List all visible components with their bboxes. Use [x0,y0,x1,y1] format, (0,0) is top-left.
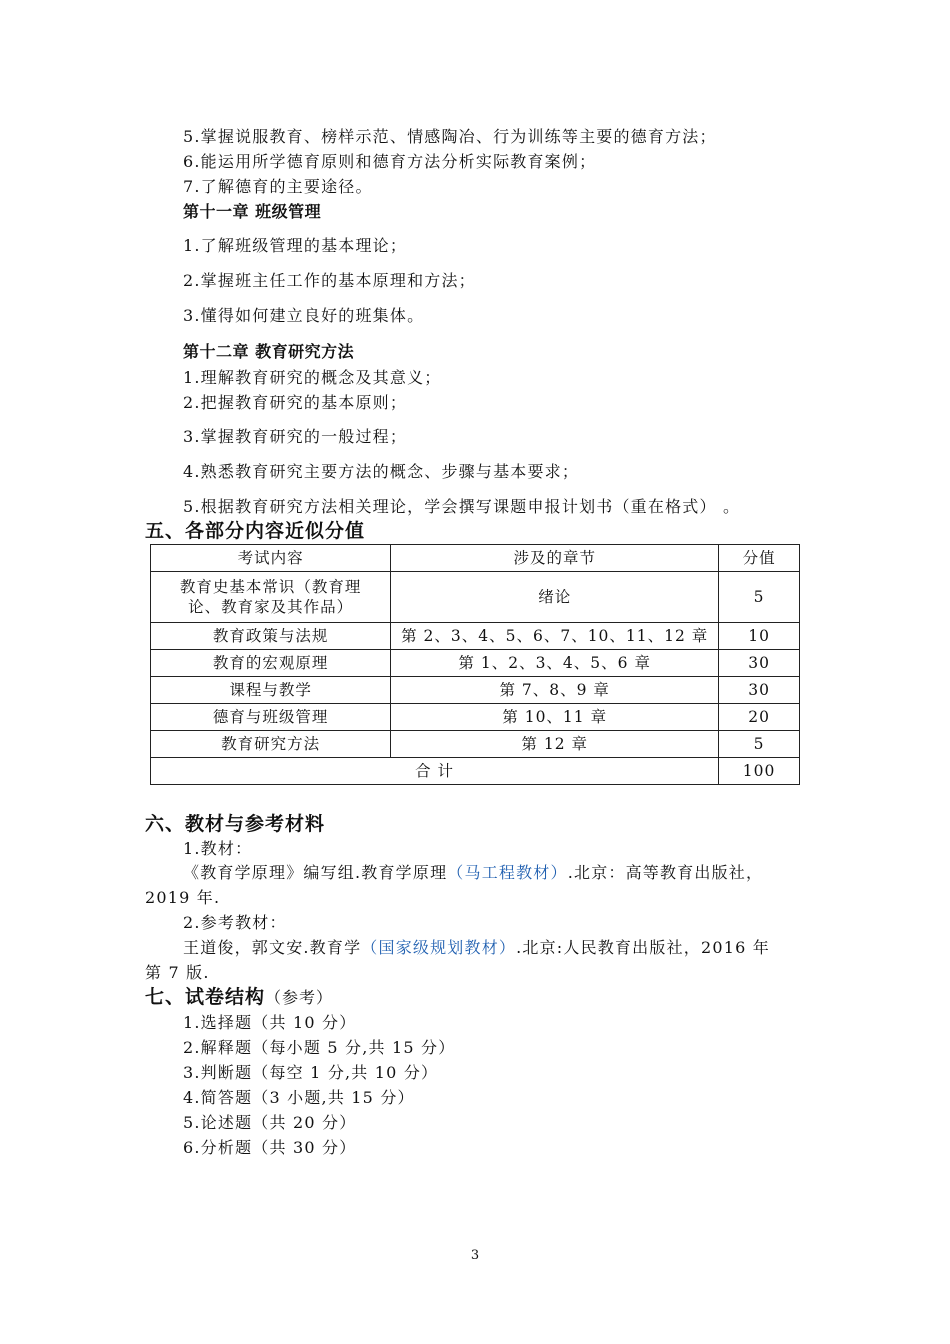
reference-tag: （国家级规划教材） [361,938,517,957]
list-item: 5.根据教育研究方法相关理论，学会撰写课题申报计划书（重在格式） 。 [183,497,741,516]
textbook-entry-publisher: .北京：高等教育出版社， [567,863,764,882]
table-cell-total-label: 合 计 [151,758,719,785]
list-item: 3.掌握教育研究的一般过程； [183,427,408,446]
textbook-entry [183,862,763,884]
reference-entry-text: 王道俊，郭文安.教育学 [183,938,362,957]
list-item: 3.懂得如何建立良好的班集体。 [183,306,425,325]
table-cell-chapters: 绪论 [391,572,719,623]
list-item: 6.分析题（共 30 分） [183,1138,357,1157]
table-total-row [151,758,800,785]
score-table [150,544,800,785]
list-item: 2.把握教育研究的基本原则； [183,393,408,412]
table-cell-total-score: 100 [719,758,800,785]
list-item: 3.判断题（每空 1 分,共 10 分） [183,1063,439,1082]
table-cell-score: 5 [719,572,800,623]
list-item: 7.了解德育的主要途径。 [183,177,373,196]
section-6-title: 六、教材与参考材料 [145,813,326,835]
table-cell-chapters: 第 1、2、3、4、5、6 章 [391,650,719,677]
table-row [151,650,800,677]
table-cell-score: 5 [719,731,800,758]
header-cell-score: 分值 [719,545,800,572]
list-item: 2.解释题（每小题 5 分,共 15 分） [183,1038,456,1057]
list-item: 4.熟悉教育研究主要方法的概念、步骤与基本要求； [183,462,580,481]
list-item: 5.掌握说服教育、榜样示范、情感陶冶、行为训练等主要的德育方法； [183,127,717,146]
table-cell-score: 10 [719,623,800,650]
table-cell-chapters: 第 10、11 章 [391,704,719,731]
table-cell-score: 30 [719,677,800,704]
chapter-11-title: 第十一章 班级管理 [183,202,322,221]
section-5-title: 五、各部分内容近似分值 [145,520,366,542]
table-row [151,704,800,731]
list-item: 1.选择题（共 10 分） [183,1013,357,1032]
list-item: 1.了解班级管理的基本理论； [183,236,408,255]
table-cell-content: 教育的宏观原理 [151,650,391,677]
textbook-entry-continued: 2019 年. [145,888,221,907]
table-cell-content: 教育政策与法规 [151,623,391,650]
list-item: 6.能运用所学德育原则和德育方法分析实际教育案例； [183,152,597,171]
textbook-entry-text: 《教育学原理》编写组.教育学原理 [183,863,448,882]
table-cell-chapters: 第 2、3、4、5、6、7、10、11、12 章 [391,623,719,650]
table-row [151,572,800,623]
table-cell-chapters: 第 12 章 [391,731,719,758]
cell-text-line: 教育史基本常识（教育理 [179,578,362,596]
section-7-title-text: 七、试卷结构 [145,986,266,1008]
header-cell-content: 考试内容 [151,545,391,572]
reference-label: 2.参考教材： [183,913,287,932]
table-cell-content [151,572,391,623]
table-cell-content: 课程与教学 [151,677,391,704]
reference-entry-continued: 第 7 版. [145,963,210,982]
reference-entry-publisher: .北京:人民教育出版社，2016 年 [516,938,770,957]
table-row [151,731,800,758]
list-item: 2.掌握班主任工作的基本原理和方法； [183,271,476,290]
page-number: 3 [470,1248,480,1263]
section-7-title [145,984,333,1011]
table-row [151,623,800,650]
header-cell-chapters: 涉及的章节 [391,545,719,572]
list-item: 5.论述题（共 20 分） [183,1113,357,1132]
table-header-row [151,545,800,572]
table-row [151,677,800,704]
textbook-tag: （马工程教材） [447,863,568,882]
table-cell-score: 30 [719,650,800,677]
table-cell-chapters: 第 7、8、9 章 [391,677,719,704]
cell-text-line: 论、教育家及其作品） [188,598,354,616]
textbook-label: 1.教材： [183,839,253,858]
chapter-12-title: 第十二章 教育研究方法 [183,342,355,361]
table-cell-score: 20 [719,704,800,731]
list-item: 1.理解教育研究的概念及其意义； [183,368,442,387]
list-item: 4.简答题（3 小题,共 15 分） [183,1088,415,1107]
reference-entry [183,937,770,959]
table-cell-content: 德育与班级管理 [151,704,391,731]
section-7-subtitle: （参考） [265,988,334,1007]
table-cell-content: 教育研究方法 [151,731,391,758]
